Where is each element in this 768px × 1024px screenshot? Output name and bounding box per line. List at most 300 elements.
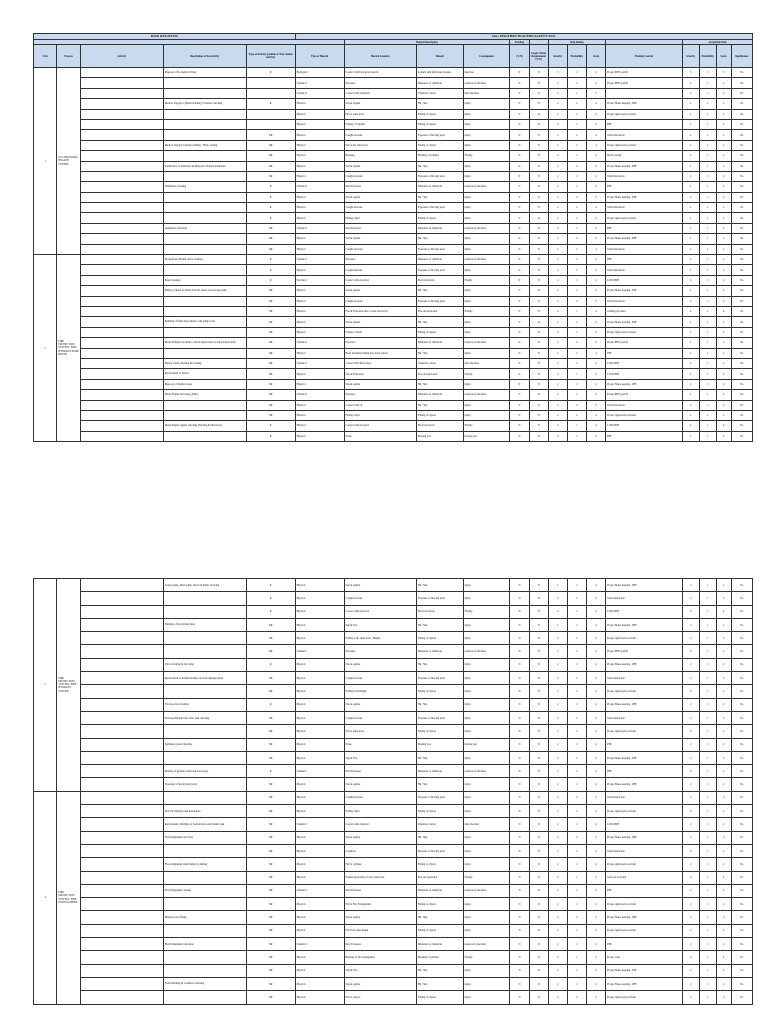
- residual-severity: 2: [682, 338, 699, 348]
- table-row: [34, 400, 753, 410]
- hazard: Falling of objects: [416, 898, 463, 911]
- hazard-scenario: Contact with electrical: [344, 421, 416, 431]
- residual-probability: 1: [699, 672, 716, 685]
- legal-yn: N: [529, 725, 548, 738]
- activity-cell: [80, 911, 163, 924]
- table-row: [34, 725, 753, 738]
- hazard-type: Physical: [295, 379, 344, 389]
- significance: No: [731, 698, 752, 711]
- legal-yn: N: [529, 778, 548, 791]
- existing-control: Proper signboards provided: [606, 725, 683, 738]
- residual-probability: 1: [699, 130, 716, 140]
- table-row: [34, 78, 753, 88]
- hazard: Hit / Slip: [416, 379, 463, 389]
- hazard: Falling of objects: [416, 685, 463, 698]
- score: 4: [586, 306, 605, 316]
- activity-description: Foam Refilling & condition Checking: [163, 977, 246, 990]
- severity: 4: [548, 369, 567, 379]
- severity: 2: [548, 645, 567, 658]
- probability: 2: [567, 192, 586, 202]
- score: 4: [586, 369, 605, 379]
- residual-severity: 2: [682, 924, 699, 937]
- existing-yn: N: [510, 911, 529, 924]
- significance: No: [731, 99, 752, 109]
- activity-cell: [80, 592, 163, 605]
- hazard: Exposure to Moving parts: [416, 711, 463, 724]
- existing-control: Proper signboards provided: [606, 213, 683, 223]
- probability: 2: [567, 348, 586, 358]
- hazard-type: Physical: [295, 203, 344, 213]
- hazard-type: Chemical: [295, 884, 344, 897]
- activity-type: NR: [246, 369, 295, 379]
- residual-probability: 1: [699, 751, 716, 764]
- residual-score: 2: [716, 327, 731, 337]
- activity-cell: [80, 844, 163, 857]
- consequence: injury: [463, 203, 510, 213]
- severity: 2: [548, 338, 567, 348]
- column-header: Score: [716, 45, 731, 68]
- legal-yn: N: [529, 369, 548, 379]
- significance: No: [731, 410, 752, 420]
- residual-severity: 2: [682, 223, 699, 233]
- hazard-type: Physical: [295, 658, 344, 671]
- existing-control: Proper House keeping , PPE: [606, 192, 683, 202]
- activity-description: [163, 109, 246, 119]
- hazard-type: Physical: [295, 400, 344, 410]
- activity-type: R: [246, 265, 295, 275]
- activity-description: [163, 645, 246, 658]
- activity-cell: [80, 400, 163, 410]
- significance: No: [731, 778, 752, 791]
- consequence: injury: [463, 632, 510, 645]
- hazard: Falling of objects: [416, 805, 463, 818]
- activity-description: Refilling of filled diesel drum to the pump room: [163, 317, 246, 327]
- existing-control: Proper signboards provided: [606, 410, 683, 420]
- score: 4: [586, 338, 605, 348]
- existing-yn: N: [510, 151, 529, 161]
- consequence: injury: [463, 672, 510, 685]
- legal-yn: N: [529, 751, 548, 764]
- significance: No: [731, 738, 752, 751]
- column-header: Score: [586, 45, 605, 68]
- severity: 2: [548, 379, 567, 389]
- existing-control: Proper House keeping , PPE: [606, 161, 683, 171]
- hazard-type: Physical: [295, 871, 344, 884]
- residual-probability: 1: [699, 711, 716, 724]
- column-header: Process: [57, 45, 80, 68]
- legal-yn: N: [529, 991, 548, 1004]
- residual-score: 2: [716, 244, 731, 254]
- residual-severity: 2: [682, 379, 699, 389]
- residual-severity: 2: [682, 358, 699, 368]
- residual-probability: 1: [699, 400, 716, 410]
- group-acceptable-risk: Acceptable Risk: [682, 40, 752, 45]
- legal-yn: N: [529, 275, 548, 285]
- existing-control: Proper PPE's (ALP): [606, 338, 683, 348]
- score: 4: [586, 99, 605, 109]
- table-row: [34, 711, 753, 724]
- hazard-scenario: Falling from Height: [344, 685, 416, 698]
- legal-yn: N: [529, 161, 548, 171]
- severity: 2: [548, 203, 567, 213]
- hazard: Inhalation of chemicals: [416, 938, 463, 951]
- legal-yn: N: [529, 338, 548, 348]
- severity: 2: [548, 725, 567, 738]
- score: 4: [587, 738, 606, 751]
- table-row: [34, 358, 753, 368]
- significance: No: [731, 791, 752, 804]
- residual-probability: 1: [699, 338, 716, 348]
- probability: 2: [567, 579, 586, 592]
- activity-description: Valve checking & Servicing: [163, 658, 246, 671]
- severity: 2: [548, 579, 567, 592]
- hazard: Exposure to Moving parts: [416, 791, 463, 804]
- existing-control: Proper House keeping , PPE: [606, 579, 683, 592]
- activity-cell: [80, 265, 163, 275]
- existing-yn: N: [510, 130, 529, 140]
- probability: 2: [567, 244, 586, 254]
- probability: 2: [567, 765, 586, 778]
- activity-cell: [80, 161, 163, 171]
- residual-probability: 1: [699, 358, 716, 368]
- legal-yn: N: [529, 400, 548, 410]
- score: 4: [586, 244, 605, 254]
- existing-yn: N: [510, 400, 529, 410]
- table-row: [34, 898, 753, 911]
- severity: 2: [548, 390, 567, 400]
- significance: No: [731, 286, 752, 296]
- residual-score: 2: [716, 991, 731, 1004]
- activity-cell: [80, 390, 163, 400]
- activity-cell: [80, 884, 163, 897]
- hazard: Chemical contact: [416, 88, 463, 98]
- activity-cell: [80, 738, 163, 751]
- consequence: skin disorders: [463, 88, 510, 98]
- activity-description: [163, 192, 246, 202]
- existing-yn: N: [510, 119, 529, 129]
- legal-yn: N: [529, 579, 548, 592]
- probability: 2: [567, 213, 586, 223]
- activity-description: [163, 951, 246, 964]
- score: 4: [587, 964, 606, 977]
- existing-yn: N: [510, 698, 529, 711]
- probability: 2: [567, 296, 586, 306]
- activity-type: R: [246, 605, 295, 618]
- hazard-type: Physical: [295, 140, 344, 150]
- existing-control: Proper PPE's (ALP): [606, 78, 683, 88]
- activity-description: [163, 964, 246, 977]
- probability: 2: [567, 658, 586, 671]
- severity: 2: [548, 778, 567, 791]
- table-row: [34, 327, 753, 337]
- existing-control: Proper House keeping , PPE: [606, 831, 683, 844]
- residual-probability: 1: [699, 579, 716, 592]
- activity-type: R: [246, 192, 295, 202]
- severity: 2: [548, 140, 567, 150]
- significance: No: [731, 296, 752, 306]
- consequence: injury: [463, 778, 510, 791]
- table-row: [34, 831, 753, 844]
- activity-cell: [80, 805, 163, 818]
- existing-yn: N: [510, 738, 529, 751]
- score: 4: [587, 871, 606, 884]
- existing-yn: N: [510, 725, 529, 738]
- consequence: infection: [463, 68, 510, 78]
- probability: 2: [567, 738, 586, 751]
- consequence: injury: [463, 109, 510, 119]
- residual-probability: 1: [699, 618, 716, 631]
- probability: 2: [567, 338, 586, 348]
- residual-severity: 2: [682, 844, 699, 857]
- hazard: Exposure to Moving parts: [416, 244, 463, 254]
- table-row: [34, 88, 753, 98]
- hazard-type: Physical: [295, 265, 344, 275]
- hazard: Falling of objects: [416, 991, 463, 1004]
- residual-probability: 1: [699, 369, 716, 379]
- hazard: Chemical contact: [416, 358, 463, 368]
- legal-yn: N: [529, 234, 548, 244]
- residual-probability: 1: [699, 317, 716, 327]
- legal-yn: N: [529, 618, 548, 631]
- activity-type: [246, 119, 295, 129]
- significance: No: [731, 645, 752, 658]
- hazard-scenario: Falling of cylinder: [344, 119, 416, 129]
- hazard-type: Physical: [295, 99, 344, 109]
- legal-yn: N: [529, 951, 548, 964]
- activity-cell: [80, 130, 163, 140]
- probability: 2: [567, 884, 586, 897]
- residual-score: 2: [716, 791, 731, 804]
- hazard-type: Chemical: [295, 645, 344, 658]
- residual-probability: 1: [699, 88, 716, 98]
- activity-description: Diesel Filling from drum to diesel engine tank by using barrel pump: [163, 338, 246, 348]
- severity: 2: [548, 410, 567, 420]
- significance: No: [731, 161, 752, 171]
- residual-severity: 2: [682, 765, 699, 778]
- hazard-type: Physical: [295, 738, 344, 751]
- residual-score: 2: [716, 711, 731, 724]
- activity-type: NR: [246, 151, 295, 161]
- existing-yn: N: [510, 327, 529, 337]
- residual-score: 2: [716, 725, 731, 738]
- hazard: Fire and explosion: [416, 871, 463, 884]
- existing-control: PPE: [606, 938, 683, 951]
- severity: 4: [548, 275, 567, 285]
- hazard-type: Physical: [295, 924, 344, 937]
- hazard-type: Physical: [295, 296, 344, 306]
- activity-description: [163, 78, 246, 88]
- residual-score: 2: [716, 924, 731, 937]
- residual-probability: 1: [699, 977, 716, 990]
- activity-description: [163, 898, 246, 911]
- activity-description: Fire Extinguisher Operation: [163, 938, 246, 951]
- consequence: skin disorders: [463, 818, 510, 831]
- hazard-scenario: Fall of objects: [344, 991, 416, 1004]
- score: 4: [587, 685, 606, 698]
- hazard-scenario: Contact with electrical: [344, 605, 416, 618]
- activity-cell: [80, 431, 163, 441]
- probability: 1: [567, 871, 586, 884]
- hazard-type: Chemical: [295, 938, 344, 951]
- residual-probability: 1: [699, 223, 716, 233]
- score: 4: [586, 431, 605, 441]
- existing-yn: N: [510, 109, 529, 119]
- legal-yn: N: [529, 151, 548, 161]
- score: 4: [586, 327, 605, 337]
- score: 4: [587, 632, 606, 645]
- probability: 2: [567, 751, 586, 764]
- consequence: injury: [463, 658, 510, 671]
- severity: 2: [548, 685, 567, 698]
- hazard-type: Physical: [295, 369, 344, 379]
- consequence: respiratory disorders: [463, 182, 510, 192]
- probability: 1: [567, 951, 586, 964]
- legal-yn: N: [529, 884, 548, 897]
- hazard: Falling of objects: [416, 109, 463, 119]
- hazard-scenario: Contact with electrical: [344, 275, 416, 285]
- table-row: [34, 844, 753, 857]
- residual-probability: 1: [699, 871, 716, 884]
- residual-severity: 2: [682, 78, 699, 88]
- score: 4: [587, 924, 606, 937]
- significance: No: [731, 672, 752, 685]
- residual-severity: 2: [682, 296, 699, 306]
- activity-cell: [80, 88, 163, 98]
- score: 4: [586, 265, 605, 275]
- probability: 2: [567, 592, 586, 605]
- activity-cell: [80, 791, 163, 804]
- existing-yn: N: [510, 938, 529, 951]
- activity-type: NR: [246, 140, 295, 150]
- residual-probability: 1: [699, 244, 716, 254]
- hazard-scenario: Caught between: [344, 672, 416, 685]
- legal-yn: N: [529, 192, 548, 202]
- probability: 2: [567, 358, 586, 368]
- hazard-type: Physical: [295, 192, 344, 202]
- residual-severity: 2: [682, 286, 699, 296]
- residual-score: 2: [716, 765, 731, 778]
- column-header: (Y/N): [510, 45, 529, 68]
- probability: 2: [567, 858, 586, 871]
- residual-score: 2: [716, 938, 731, 951]
- hazard-type: Biological: [295, 68, 344, 78]
- score: 4: [586, 379, 605, 389]
- activity-cell: [80, 348, 163, 358]
- significance: No: [731, 831, 752, 844]
- activity-type: R: [246, 592, 295, 605]
- table-row: [34, 161, 753, 171]
- hazard: Hit / Slip: [416, 911, 463, 924]
- legal-yn: N: [529, 964, 548, 977]
- activity-description: Fire extinguisher drum fitting by shifting: [163, 858, 246, 871]
- existing-control: Proper House keeping , PPE: [606, 618, 683, 631]
- residual-probability: 1: [699, 831, 716, 844]
- activity-cell: [80, 234, 163, 244]
- severity: 2: [548, 791, 567, 804]
- score: 4: [586, 296, 605, 306]
- activity-description: [163, 88, 246, 98]
- severity: 2: [548, 711, 567, 724]
- activity-description: Make up of distilled water: [163, 379, 246, 389]
- hazard: Exposure to Moving parts: [416, 296, 463, 306]
- hazard-scenario: Slip & Trip: [344, 964, 416, 977]
- legal-yn: N: [529, 140, 548, 150]
- activity-type: R: [246, 182, 295, 192]
- severity: 2: [548, 858, 567, 871]
- consequence: injury: [463, 327, 510, 337]
- existing-yn: N: [510, 884, 529, 897]
- column-header: Significance: [731, 45, 752, 68]
- activity-type: R: [246, 421, 295, 431]
- residual-probability: 1: [699, 605, 716, 618]
- residual-probability: 1: [699, 119, 716, 129]
- residual-probability: 1: [699, 306, 716, 316]
- column-header: Probability: [567, 45, 586, 68]
- severity: 2: [548, 991, 567, 1004]
- activity-description: Battery visual checking & cleaning: [163, 358, 246, 368]
- hazard: Contact with infectious diseases: [416, 68, 463, 78]
- hazard-scenario: Caught between: [344, 711, 416, 724]
- table-row: [34, 140, 753, 150]
- legal-yn: N: [529, 68, 548, 78]
- table-row: [34, 698, 753, 711]
- hazard-type: Physical: [295, 898, 344, 911]
- activity-cell: [80, 213, 163, 223]
- severity: 2: [548, 171, 567, 181]
- consequence: respiratory disorders: [463, 884, 510, 897]
- probability: 2: [567, 130, 586, 140]
- existing-yn: N: [510, 390, 529, 400]
- existing-control: PPE: [606, 884, 683, 897]
- activity-cell: [80, 151, 163, 161]
- table-row: [34, 296, 753, 306]
- legal-yn: N: [529, 858, 548, 871]
- score: 4: [586, 348, 605, 358]
- legal-yn: N: [529, 685, 548, 698]
- consequence: respiratory disorders: [463, 78, 510, 88]
- table-body: [34, 68, 753, 442]
- legal-yn: N: [529, 317, 548, 327]
- probability: 2: [567, 911, 586, 924]
- severity: 2: [548, 765, 567, 778]
- column-header: S.No: [34, 45, 57, 68]
- table-row: [34, 751, 753, 764]
- score: 4: [587, 618, 606, 631]
- hazard-scenario: Fire & Explosion: [344, 369, 416, 379]
- residual-severity: 2: [682, 265, 699, 275]
- residual-score: 4: [716, 605, 731, 618]
- activity-description: New Fire Hydrant line Installation: [163, 805, 246, 818]
- hazard-scenario: Bursting: [344, 151, 416, 161]
- score: 4: [587, 831, 606, 844]
- hazard-scenario: Falling object: [344, 213, 416, 223]
- risk-register-page-2: [33, 578, 753, 1024]
- residual-severity: 2: [682, 203, 699, 213]
- residual-probability: 1: [699, 99, 716, 109]
- severity: 2: [548, 831, 567, 844]
- hazard-type: Chemical: [295, 358, 344, 368]
- existing-control: Proper House keeping , PPE: [606, 658, 683, 671]
- score: 4: [587, 765, 606, 778]
- legal-yn: N: [529, 306, 548, 316]
- table-row: [34, 778, 753, 791]
- page-gap: [0, 473, 768, 578]
- significance: No: [731, 658, 752, 671]
- significance: No: [731, 618, 752, 631]
- hazard-type: Physical: [295, 725, 344, 738]
- hazard-scenario: Exposure: [344, 255, 416, 265]
- score: 4: [586, 140, 605, 150]
